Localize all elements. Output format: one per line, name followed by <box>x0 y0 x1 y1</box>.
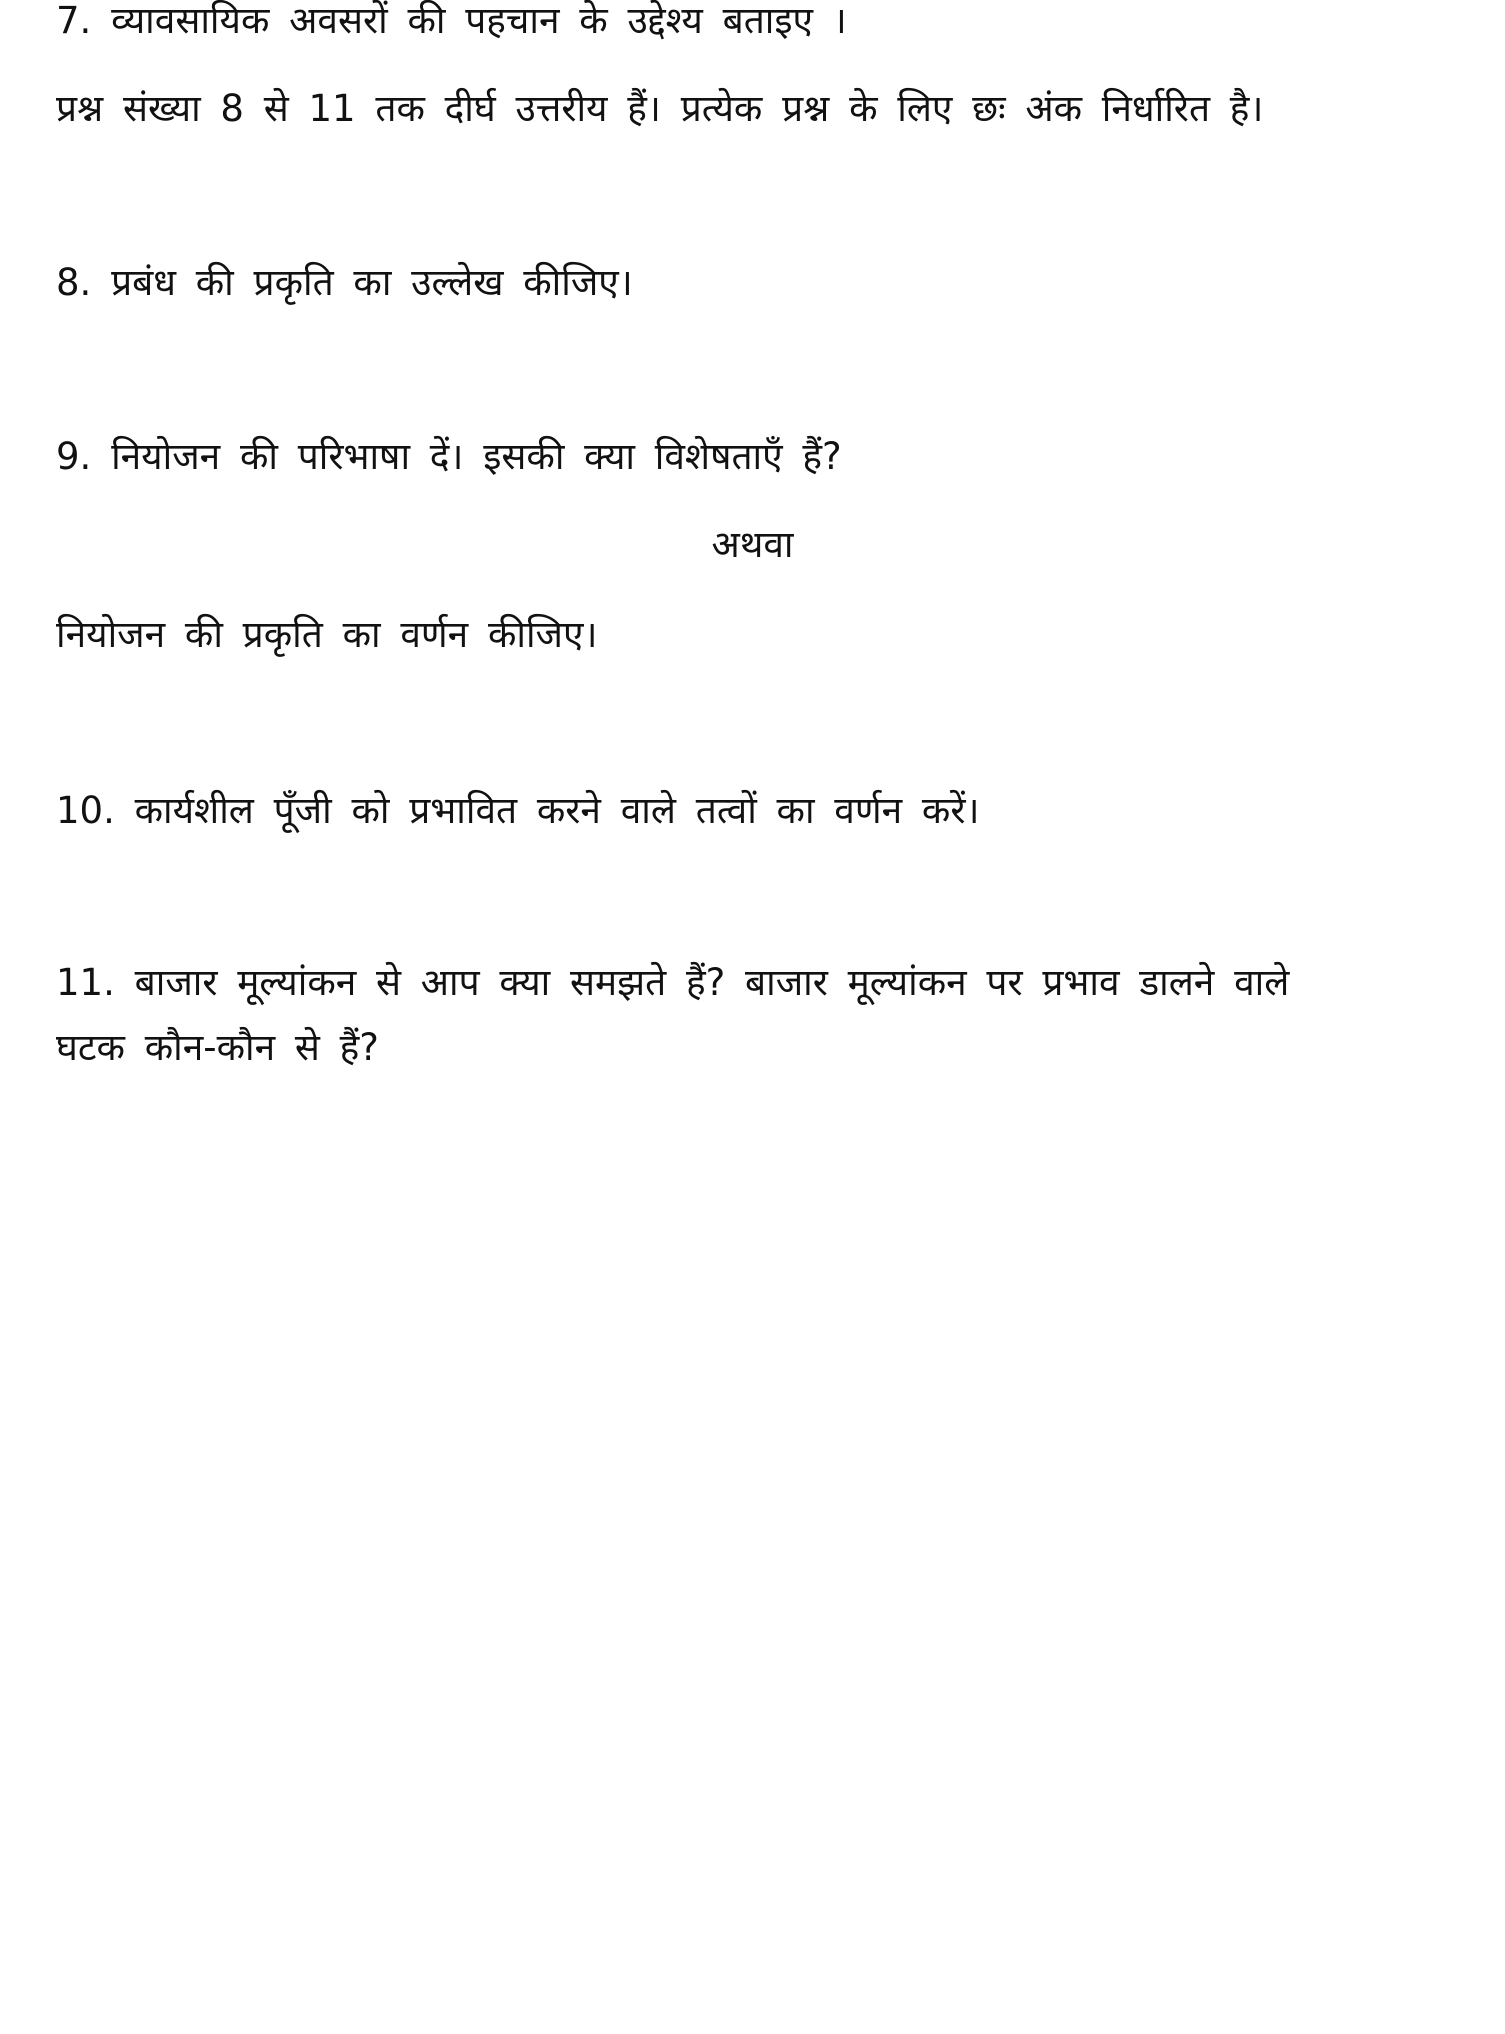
question-10: 10. कार्यशील पूँजी को प्रभावित करने वाले तत्वों का वर्णन करें। <box>56 789 980 832</box>
question-7: 7. व्यावसायिक अवसरों की पहचान के उद्देश्य बताइए । <box>56 0 847 42</box>
question-8: 8. प्रबंध की प्रकृति का उल्लेख कीजिए। <box>56 261 633 304</box>
question-9: 9. नियोजन की परिभाषा दें। इसकी क्या विशेषताएँ हैं? <box>56 435 842 478</box>
section-instruction: प्रश्न संख्या 8 से 11 तक दीर्घ उत्तरीय हैं। प्रत्येक प्रश्न के लिए छः अंक निर्धारित है। <box>56 87 1264 130</box>
question-9-alternative: नियोजन की प्रकृति का वर्णन कीजिए। <box>56 613 598 656</box>
or-separator: अथवा <box>711 523 794 566</box>
question-11-line-2: घटक कौन-कौन से हैं? <box>56 1026 379 1069</box>
question-11-line-1: 11. बाजार मूल्यांकन से आप क्या समझते हैं? बाजार मूल्यांकन पर प्रभाव डालने वाले <box>56 961 1290 1004</box>
